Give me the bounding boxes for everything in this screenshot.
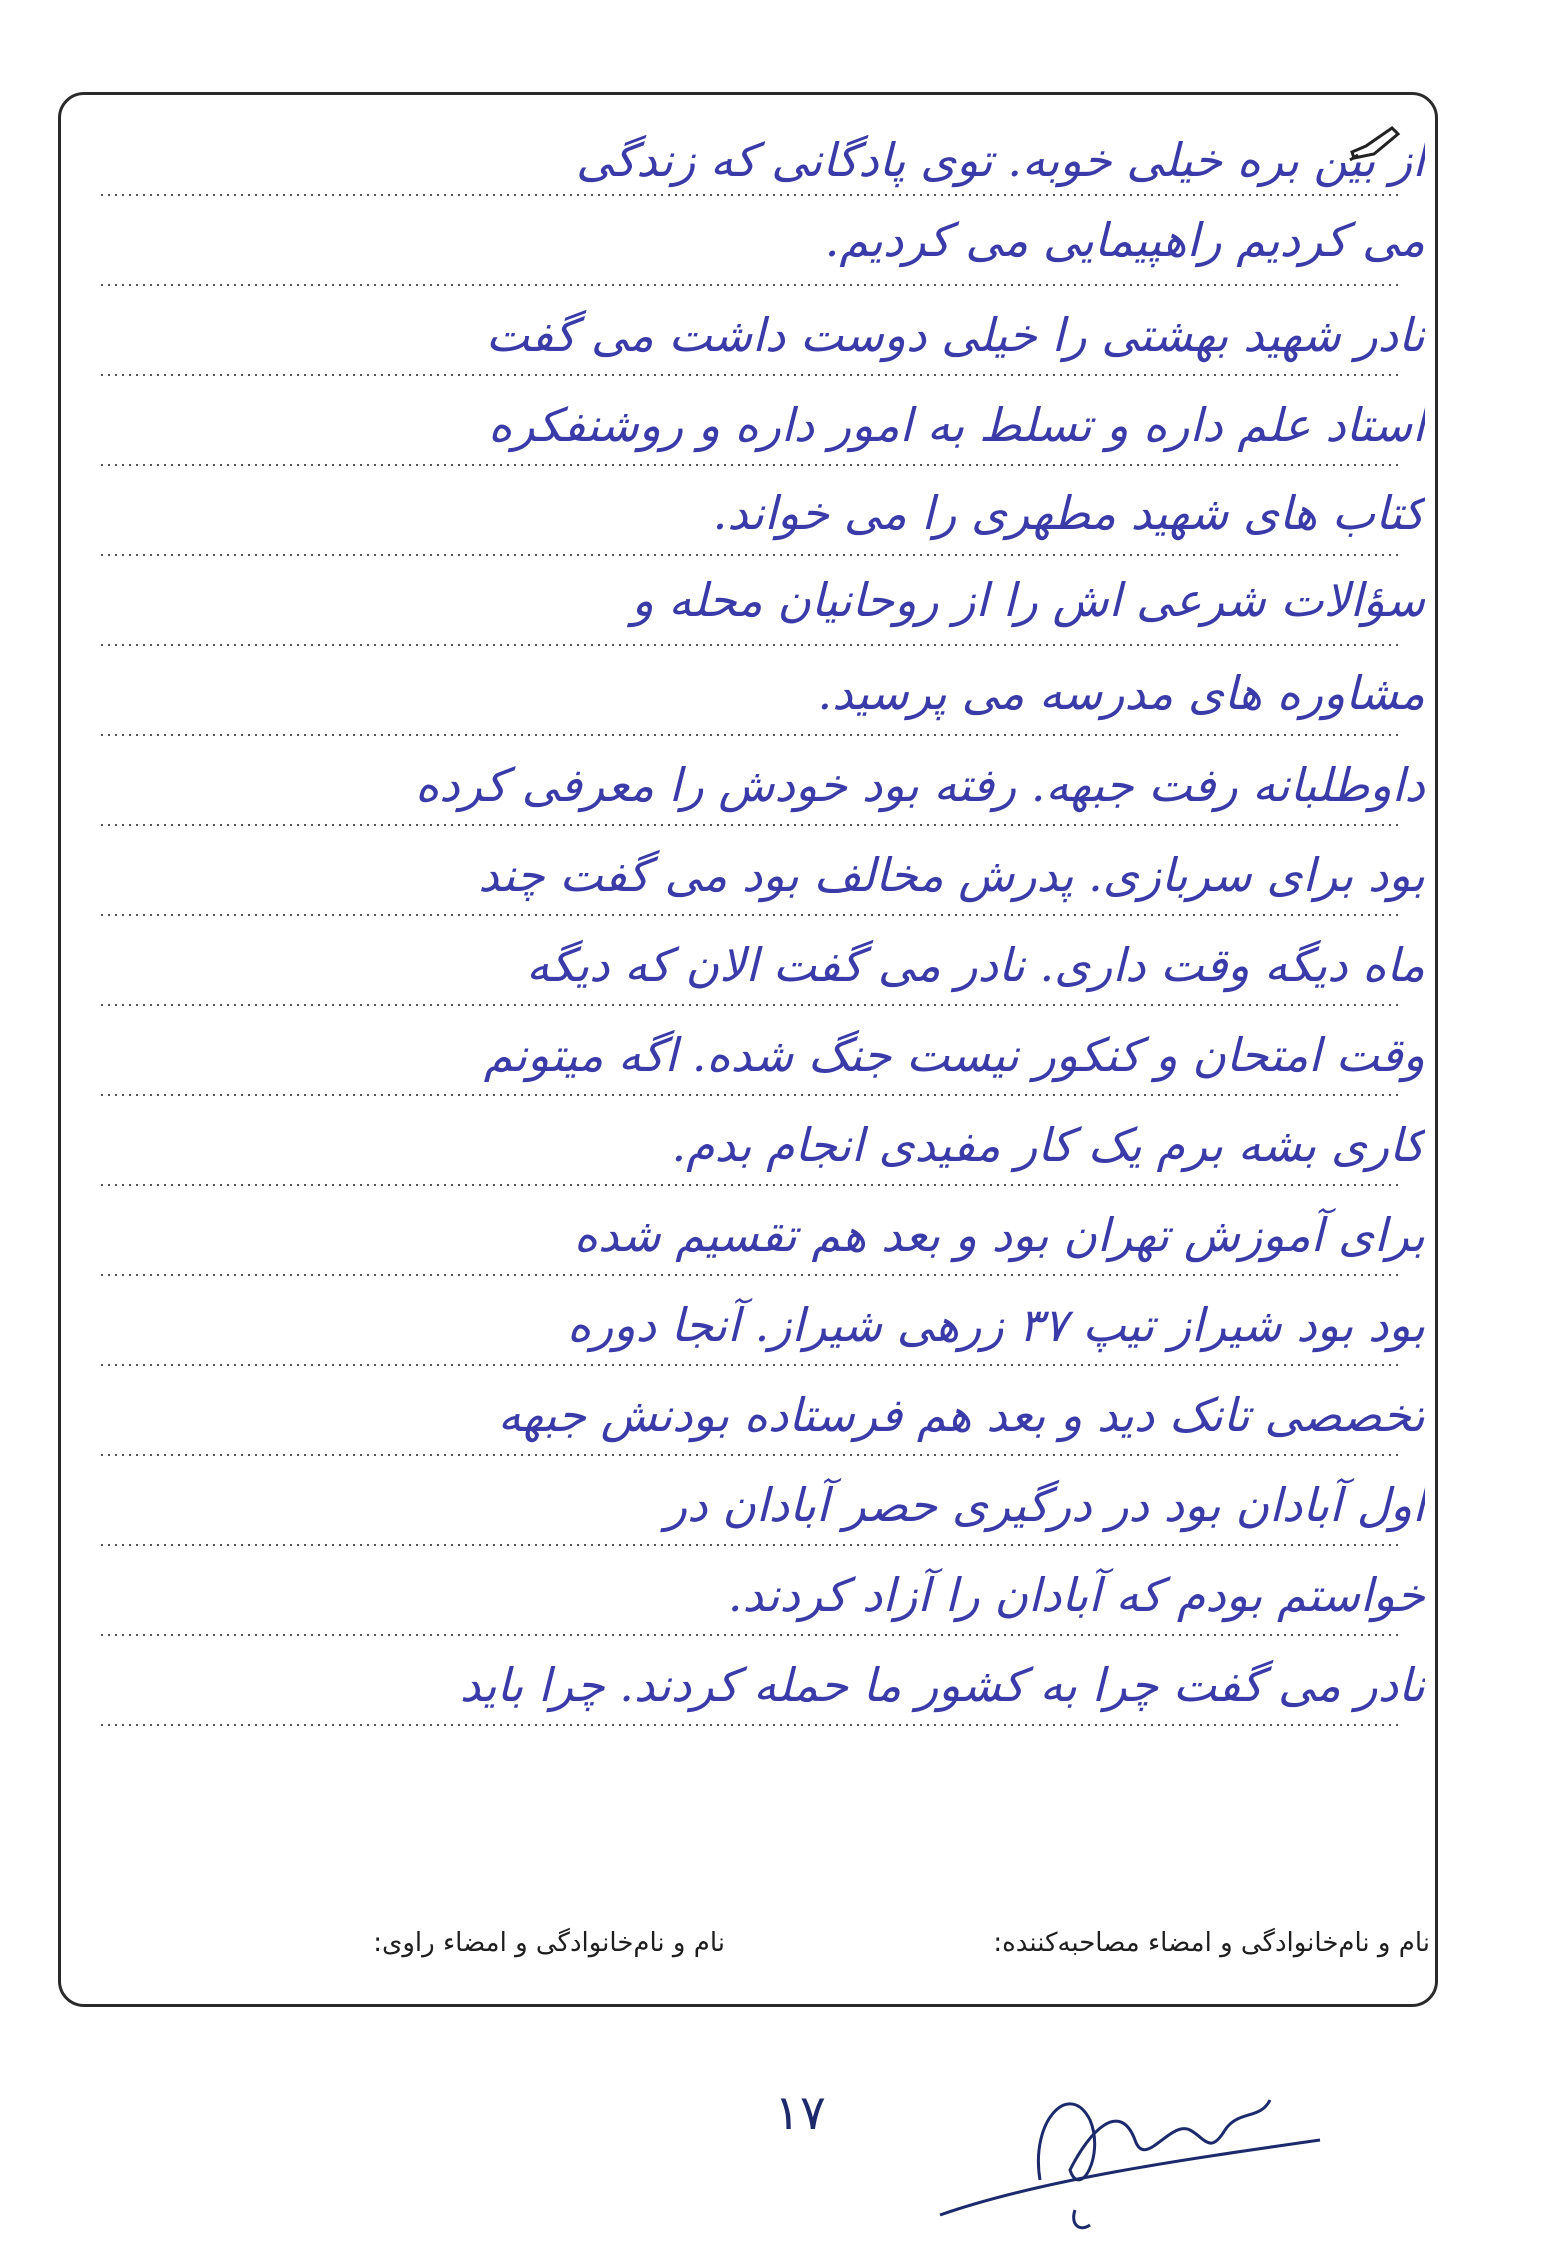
handwritten-line: بود برای سربازی. پدرش مخالف بود می گفت چند [478,848,1425,902]
handwritten-line: از بین بره خیلی خوبه. توی پادگانی که زندگی [575,133,1425,187]
handwritten-line: استاد علم داره و تسلط به امور داره و روشنفکره [488,398,1425,452]
handwritten-line: تخصصی تانک دید و بعد هم فرستاده بودنش جبهه [497,1388,1425,1442]
handwritten-line: اول آبادان بود در درگیری حصر آبادان در [664,1478,1425,1532]
handwritten-line: برای آموزش تهران بود و بعد هم تقسیم شده [573,1208,1425,1262]
page-number: ۱۷ [774,2085,826,2141]
handwritten-line: می کردیم راهپیمایی می کردیم. [824,213,1425,267]
handwritten-line: خواستم بودم که آبادان را آزاد کردند. [727,1568,1425,1622]
handwritten-line: نادر شهید بهشتی را خیلی دوست داشت می گفت [485,308,1425,362]
interviewer-signature-label: نام و نام‌خانوادگی و امضاء مصاحبه‌کننده: [993,1928,1430,1958]
handwritten-line: نادر می گفت چرا به کشور ما حمله کردند. چرا باید [459,1658,1425,1712]
handwritten-line: مشاوره های مدرسه می پرسید. [817,666,1425,720]
handwritten-line: وقت امتحان و کنکور نیست جنگ شده. اگه میتونم [483,1028,1425,1082]
handwritten-line: کتاب های شهید مطهری را می خواند. [712,486,1425,540]
handwritten-line: ماه دیگه وقت داری. نادر می گفت الان که دیگه [526,938,1425,992]
handwritten-line: بود بود شیراز تیپ ۳۷ زرهی شیراز. آنجا دوره [567,1298,1425,1352]
signature [920,2060,1340,2235]
narrator-signature-label: نام و نام‌خانوادگی و امضاء راوی: [373,1928,725,1958]
handwritten-line: سؤالات شرعی اش را از روحانیان محله و [631,573,1425,627]
handwritten-line: کاری بشه برم یک کار مفیدی انجام بدم. [671,1118,1425,1172]
handwritten-line: داوطلبانه رفت جبهه. رفته بود خودش را معرفی کرده [415,758,1425,812]
